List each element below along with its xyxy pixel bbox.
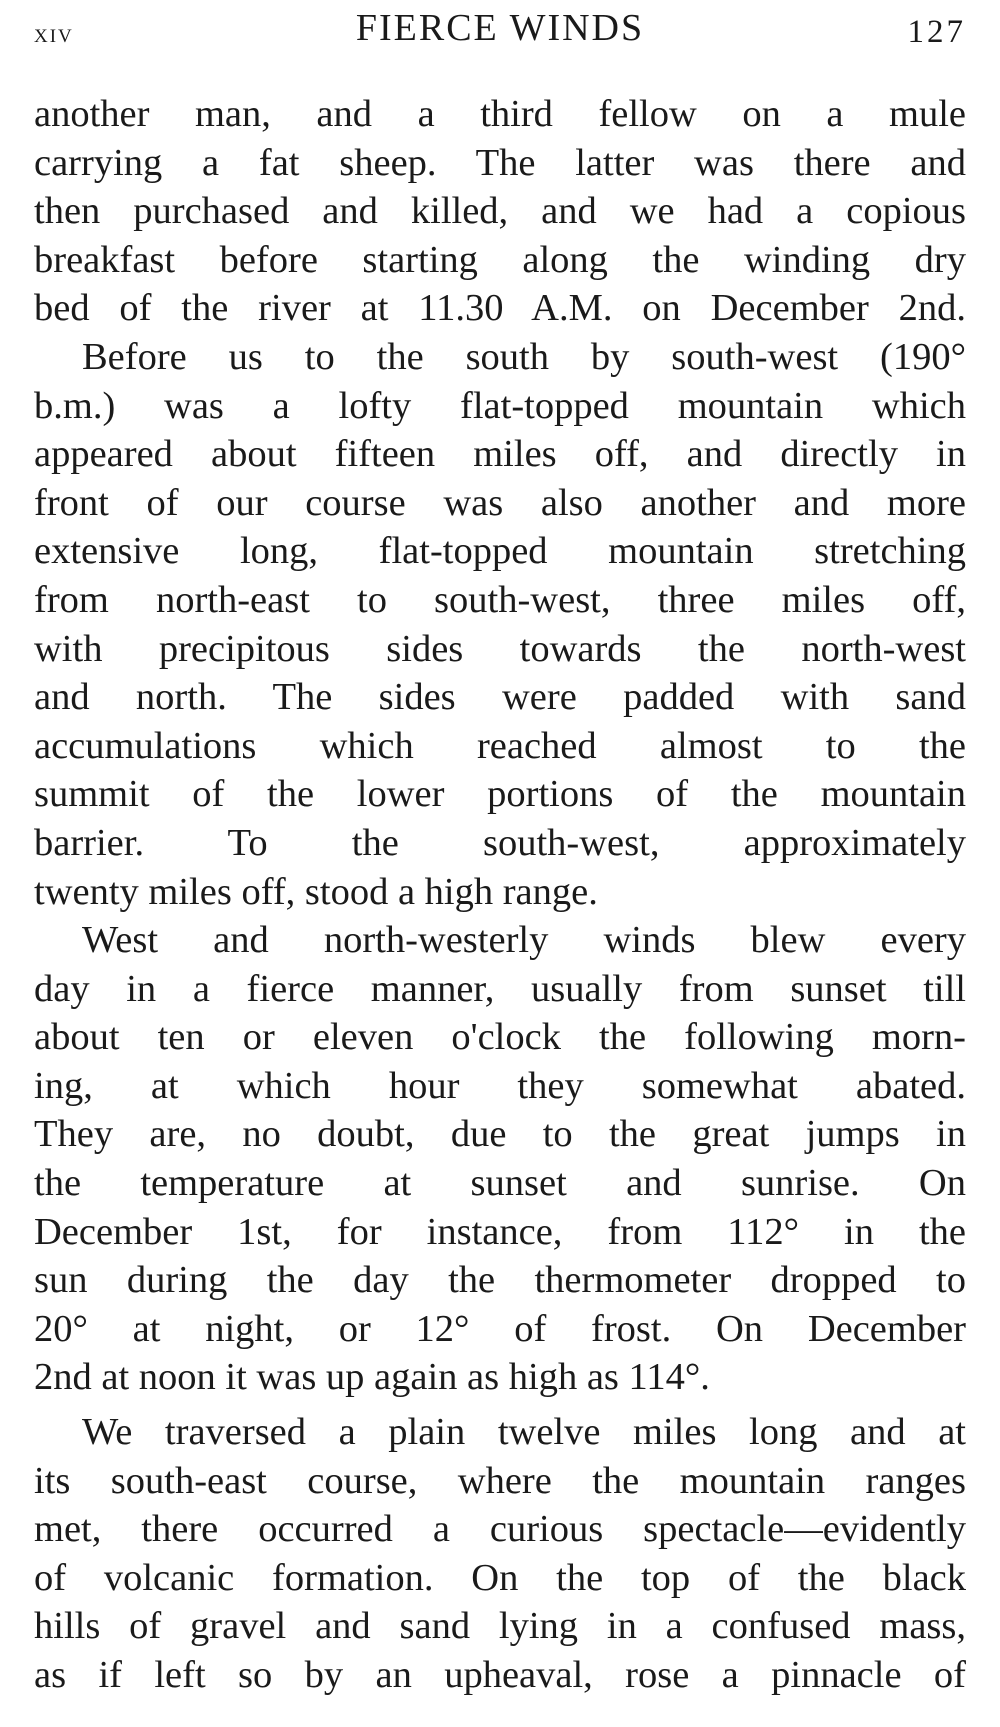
page-number: 127 <box>907 14 966 50</box>
text-line: They are, no doubt, due to the great jumps in <box>34 1113 966 1156</box>
text-line: twenty miles off, stood a high range. <box>34 870 598 913</box>
text-line: breakfast before starting along the winding dry <box>34 238 966 281</box>
running-header <box>34 4 966 54</box>
text-line: with precipitous sides towards the north-west <box>34 627 966 670</box>
text-line: and north. The sides were padded with sand <box>34 676 966 719</box>
text-line: summit of the lower portions of the mountain <box>34 773 966 816</box>
text-line: its south-east course, where the mountain ranges <box>34 1459 966 1502</box>
text-line: bed of the river at 11.30 A.M. on December 2nd. <box>34 287 966 330</box>
text-line: of volcanic formation. On the top of the black <box>34 1556 966 1599</box>
running-title: FIERCE WINDS <box>355 7 645 49</box>
text-line: front of our course was also another and more <box>34 481 966 524</box>
text-line: accumulations which reached almost to the <box>34 724 966 767</box>
text-line: day in a fierce manner, usually from sunset till <box>34 967 966 1010</box>
text-line: another man, and a third fellow on a mule <box>34 93 966 135</box>
text-line: ing, at which hour they somewhat abated. <box>34 1064 966 1107</box>
text-line: Before us to the south by south-west (190° <box>82 335 966 378</box>
chapter-number: xiv <box>34 18 74 48</box>
text-line: We traversed a plain twelve miles long and at <box>82 1411 966 1454</box>
text-line: 20° at night, or 12° of frost. On December <box>34 1307 966 1350</box>
text-line: the temperature at sunset and sunrise. On <box>34 1162 966 1205</box>
text-line: 2nd at noon it was up again as high as 114°. <box>34 1356 710 1399</box>
text-line: appeared about fifteen miles off, and directly in <box>34 433 966 476</box>
text-line: then purchased and killed, and we had a copious <box>34 190 966 233</box>
text-line: barrier. To the south-west, approximately <box>34 821 966 864</box>
book-page <box>34 0 966 1727</box>
text-line: hills of gravel and sand lying in a confused mass, <box>34 1605 966 1648</box>
text-line: December 1st, for instance, from 112° in the <box>34 1210 966 1253</box>
text-line: extensive long, flat-topped mountain stretching <box>34 530 966 573</box>
text-line: sun during the day the thermometer dropped to <box>34 1259 966 1302</box>
text-line: West and north-westerly winds blew every <box>82 919 966 962</box>
body-text <box>34 90 966 1700</box>
text-line: about ten or eleven o'clock the following morn- <box>34 1016 966 1059</box>
text-line: as if left so by an upheaval, rose a pinnacle of <box>34 1654 966 1696</box>
text-line: met, there occurred a curious spectacle—evidently <box>34 1508 966 1551</box>
text-line: from north-east to south-west, three miles off, <box>34 578 966 621</box>
text-line: b.m.) was a lofty flat-topped mountain which <box>34 384 966 427</box>
text-line: carrying a fat sheep. The latter was there and <box>34 141 966 184</box>
